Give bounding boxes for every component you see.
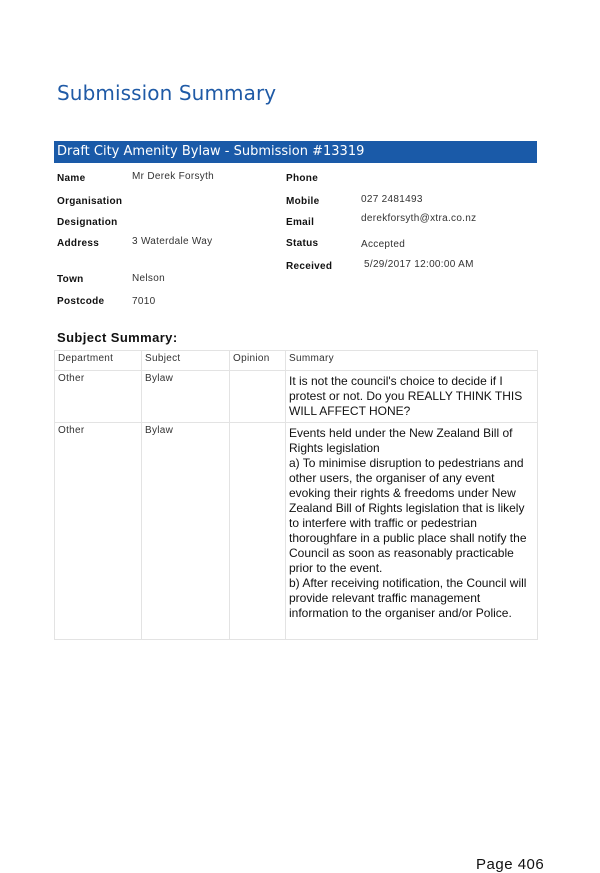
- row-department: Other: [55, 371, 142, 423]
- page-title: Submission Summary: [57, 81, 277, 105]
- subject-summary-table: [54, 350, 538, 640]
- row-subject: Bylaw: [142, 371, 230, 423]
- received-value: 5/29/2017 12:00:00 AM: [364, 259, 474, 270]
- town-value: Nelson: [132, 273, 165, 284]
- row-summary: It is not the council's choice to decide if I protest or not. Do you REALLY THINK THIS WILL AFFECT HONE?: [286, 371, 538, 423]
- submission-header-bar: Draft City Amenity Bylaw - Submission #13319: [54, 141, 537, 163]
- received-label: Received: [286, 261, 333, 272]
- designation-label: Designation: [57, 217, 118, 228]
- phone-label: Phone: [286, 173, 319, 184]
- row-department: Other: [55, 423, 142, 640]
- address-value: 3 Waterdale Way: [132, 236, 213, 247]
- row-summary: Events held under the New Zealand Bill of Rights legislation a) To minimise disruption to pedestrians and other users, the organiser of any event evoking their rights & freedoms under New Zealand Bill of Rights legislation that is likely to interfere with traffic or pedestrian thoroughfare in a public place shall notify the Council as soon as reasonably practicable prior to the event. b) After receiving notification, the Council will provide relevant traffic management information to the organiser and/or Police.: [286, 423, 538, 640]
- column-header-department: Department: [55, 351, 142, 371]
- postcode-value: 7010: [132, 296, 156, 307]
- status-label: Status: [286, 238, 319, 249]
- column-header-subject: Subject: [142, 351, 230, 371]
- status-value: Accepted: [361, 239, 406, 250]
- address-label: Address: [57, 238, 100, 249]
- column-header-summary: Summary: [286, 351, 538, 371]
- page-number: Page 406: [476, 856, 545, 873]
- name-label: Name: [57, 173, 86, 184]
- table-header-row: [55, 351, 538, 371]
- name-value: Mr Derek Forsyth: [132, 171, 215, 182]
- postcode-label: Postcode: [57, 296, 105, 307]
- mobile-label: Mobile: [286, 196, 320, 207]
- subject-summary-heading: Subject Summary:: [57, 330, 178, 345]
- row-opinion: [230, 423, 286, 640]
- mobile-value: 027 2481493: [361, 194, 423, 205]
- column-header-opinion: Opinion: [230, 351, 286, 371]
- table-row: [55, 371, 538, 423]
- email-value: derekforsyth@xtra.co.nz: [361, 213, 477, 224]
- town-label: Town: [57, 274, 84, 285]
- organisation-label: Organisation: [57, 196, 123, 207]
- row-opinion: [230, 371, 286, 423]
- table-row: [55, 423, 538, 640]
- email-label: Email: [286, 217, 315, 228]
- row-subject: Bylaw: [142, 423, 230, 640]
